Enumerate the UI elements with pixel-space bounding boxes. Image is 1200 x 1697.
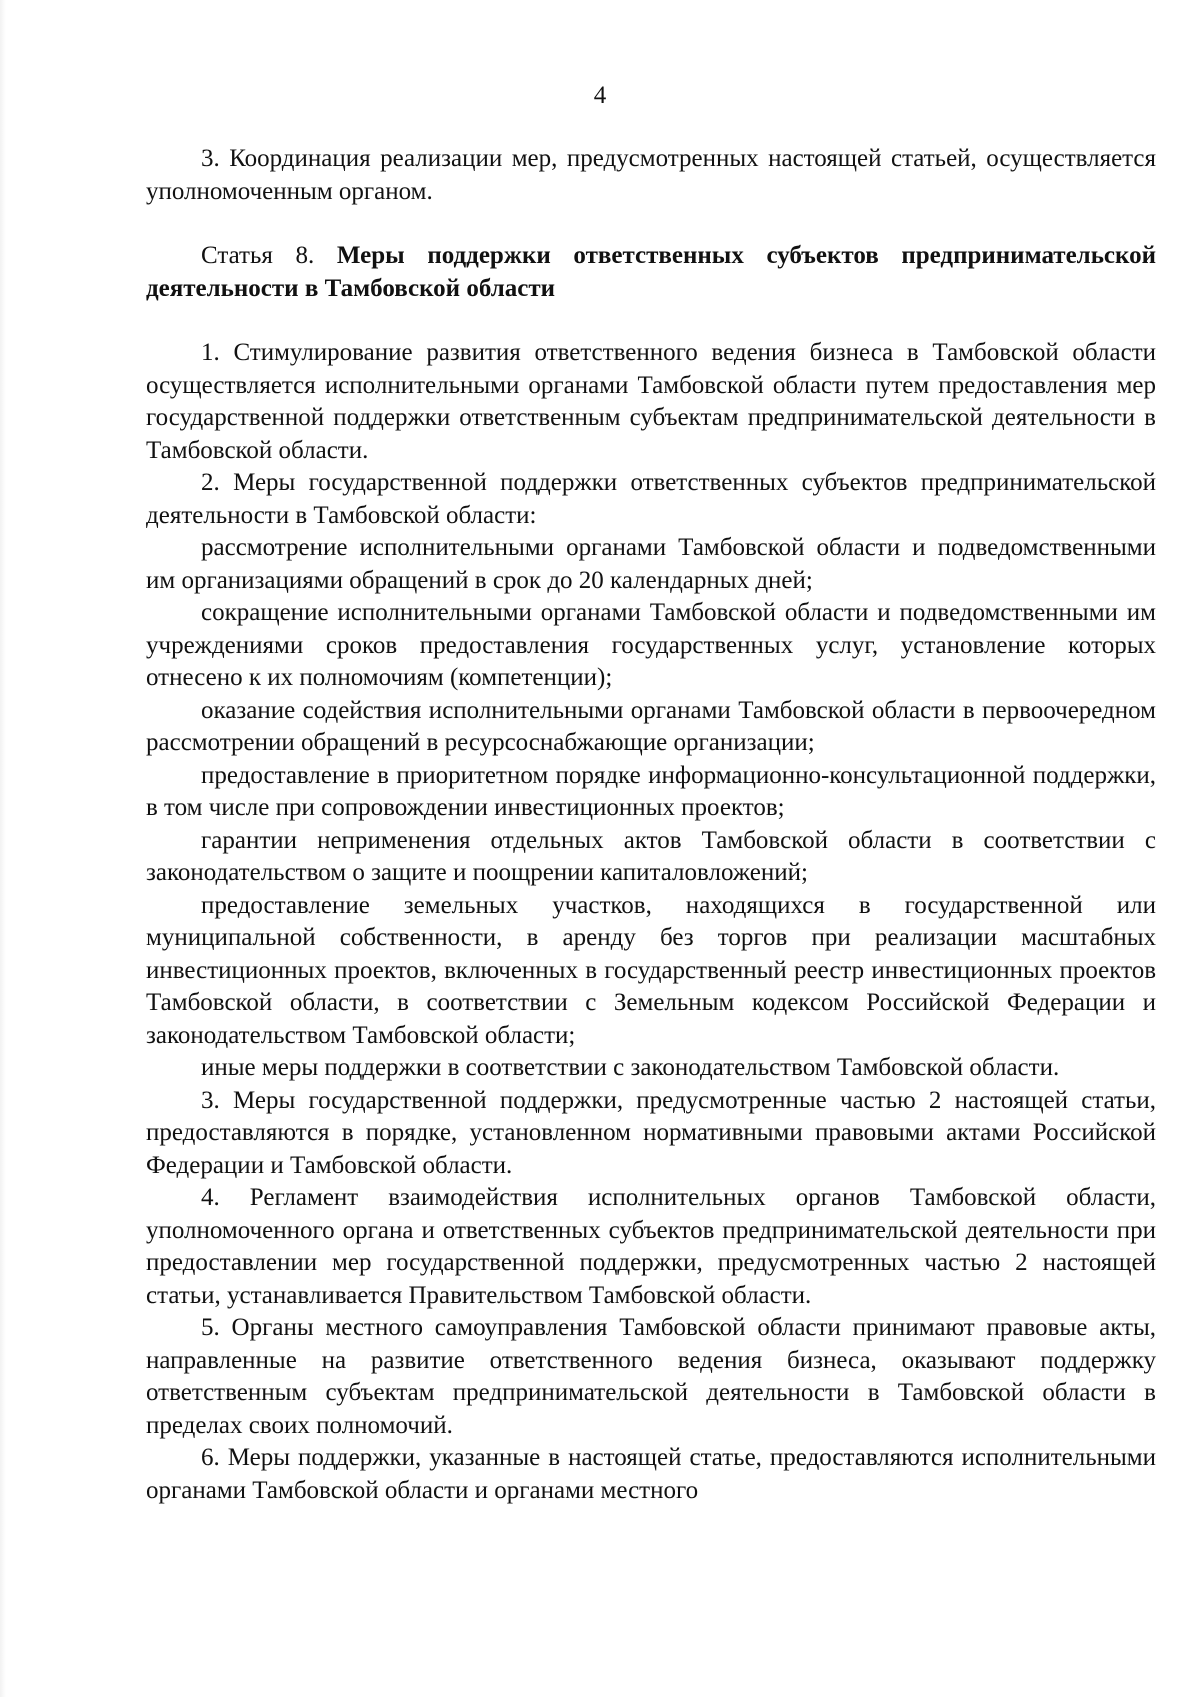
paragraph: 5. Органы местного самоуправления Тамбовской области принимают правовые акты, направленные на развитие ответственного ведения бизнеса, оказывают поддержку ответственным субъектам предпринимательской деятельности в Тамбовской области в пределах своих полномочий. <box>146 1314 1156 1439</box>
document-body <box>146 143 1156 1507</box>
list-item: предоставление в приоритетном порядке информационно-консультационной поддержки, в том числе при сопровождении инвестиционных проектов; <box>146 761 1156 821</box>
paragraph: 6. Меры поддержки, указанные в настоящей статье, предоставляются исполнительными органами Тамбовской области и органами местного <box>146 1444 1156 1504</box>
paragraph: 3. Меры государственной поддержки, предусмотренные частью 2 настоящей статьи, предоставляются в порядке, установленном нормативными правовыми актами Российской Федерации и Тамбовской области. <box>146 1086 1156 1179</box>
article-label: Статья 8. <box>201 242 315 269</box>
list-item: иные меры поддержки в соответствии с законодательством Тамбовской области. <box>201 1054 1060 1081</box>
article-title: Меры поддержки ответственных субъектов предпринимательской деятельности в Тамбовской области <box>146 242 1156 302</box>
article-heading <box>146 240 1156 305</box>
page-number: 4 <box>593 82 607 109</box>
list-item: рассмотрение исполнительными органами Тамбовской области и подведомственными им организациями обращений в срок до 20 календарных дней; <box>146 534 1156 594</box>
paragraph: 2. Меры государственной поддержки ответственных субъектов предпринимательской деятельности в Тамбовской области: <box>146 469 1156 529</box>
list-item: оказание содействия исполнительными органами Тамбовской области в первоочередном рассмотрении обращений в ресурсоснабжающие организации; <box>146 696 1156 756</box>
list-item: предоставление земельных участков, находящихся в государственной или муниципальной собственности, в аренду без торгов при реализации масштабных инвестиционных проектов, включенных в государственный реестр инвестиционных проектов Тамбовской области, в соответствии с Земельным кодексом Российской Федерации и законодательством Тамбовской области; <box>146 891 1156 1049</box>
intro-paragraph: 3. Координация реализации мер, предусмотренных настоящей статьей, осуществляется уполномоченным органом. <box>146 145 1156 205</box>
list-item: сокращение исполнительными органами Тамбовской области и подведомственными им учреждениями сроков предоставления государственных услуг, установление которых отнесено к их полномочиям (компетенции); <box>146 599 1156 691</box>
scan-edge <box>0 0 6 1697</box>
spacer <box>146 208 1156 240</box>
paragraph: 4. Регламент взаимодействия исполнительных органов Тамбовской области, уполномоченного органа и ответственных субъектов предпринимательской деятельности при предоставлении мер государственной поддержки, предусмотренных частью 2 настоящей статьи, устанавливается Правительством Тамбовской области. <box>146 1184 1156 1309</box>
paragraph: 1. Стимулирование развития ответственного ведения бизнеса в Тамбовской области осуществляется исполнительными органами Тамбовской области путем предоставления мер государственной поддержки ответственным субъектам предпринимательской деятельности в Тамбовской области. <box>146 339 1156 464</box>
list-item: гарантии неприменения отдельных актов Тамбовской области в соответствии с законодательством о защите и поощрении капиталовложений; <box>146 826 1156 886</box>
spacer <box>146 305 1156 337</box>
